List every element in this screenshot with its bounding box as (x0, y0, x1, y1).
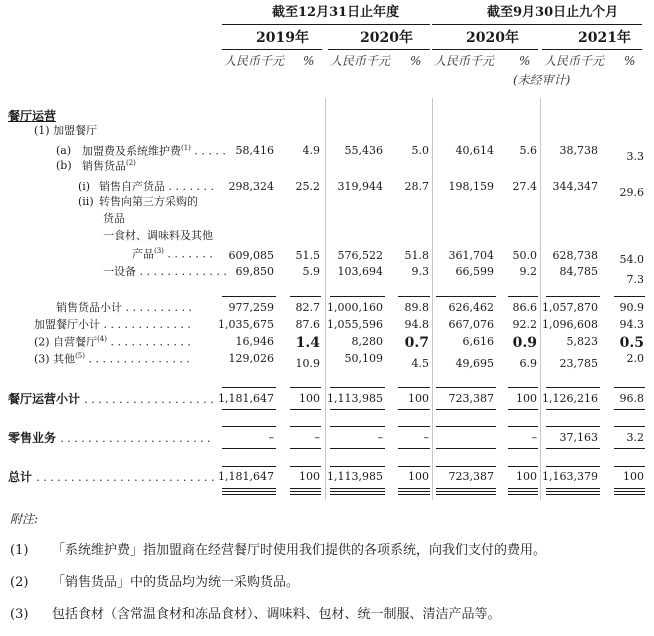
value-ops-col4: 723,387 (448, 392, 494, 405)
total-label: 总计 . . . . . . . . . . . . . . . . . . . . . . . . . . (8, 470, 215, 484)
rule-ops-top-1 (290, 387, 321, 388)
rule-total-double-2-7 (614, 491, 645, 492)
rule-total-top-3 (398, 466, 430, 467)
rule-ops-top-3 (398, 387, 430, 388)
rule-retail-top-3 (398, 426, 430, 427)
rule-total-double-1-4 (436, 488, 496, 489)
value-total-col7: 100 (623, 470, 644, 483)
value-other-col5: 6.9 (519, 357, 537, 370)
rule-goods-1 (290, 296, 321, 297)
rule-ops-top-2 (330, 387, 385, 388)
rule-ops-bottom-4 (436, 409, 496, 410)
rule-retail-top-6 (546, 426, 600, 427)
annual-header-rule (222, 24, 430, 25)
row-ii-text1: 转售向第三方采购的 (99, 195, 198, 208)
rule-total-double-2-5 (508, 491, 538, 492)
value-food-col6: 628,738 (552, 249, 598, 262)
other-label: (3) 其他$^{(5)}$ . . . . . . . . . . . . . . . (34, 352, 190, 366)
row-b-sup: (2) (126, 159, 136, 167)
value-fran-col1: 87.6 (295, 318, 320, 331)
rule-total-double-2-3 (398, 491, 430, 492)
rule-ops-bottom-2 (330, 409, 385, 410)
value-food-col5: 50.0 (512, 249, 537, 262)
value-i-col2: 319,944 (337, 180, 383, 193)
self-operated-text: (2) 自营餐厅 (34, 335, 98, 349)
value-equip-col4: 66,599 (455, 265, 494, 278)
value-other-col3: 4.5 (411, 357, 429, 370)
rule-total-top-4 (436, 466, 496, 467)
value-ops-col0: 1,181,647 (218, 392, 274, 405)
value-ops-col3: 100 (408, 392, 429, 405)
rule-total-double-1-0 (222, 488, 276, 489)
rule-total-double-3-1 (290, 494, 321, 495)
other-text: (3) 其他 (34, 352, 76, 366)
rule-retail-top-7 (614, 426, 645, 427)
value-self-col1: 1.4 (295, 335, 320, 351)
rule-goods-3 (398, 296, 430, 297)
row-b-label (82, 160, 136, 172)
value-fran-col4: 667,076 (448, 318, 494, 331)
ops-subtotal-label: 餐厅运营小计 . . . . . . . . . . . . . . . . . . . (8, 392, 214, 406)
rule-goods-0 (222, 296, 276, 297)
nine-month-period-header: 截至9月30日止九个月 (487, 5, 619, 20)
rule-total-double-1-5 (508, 488, 538, 489)
rule-retail-bottom-2 (330, 448, 385, 449)
year-rule-2019 (222, 49, 322, 50)
rule-goods-4 (436, 296, 496, 297)
row-food-text1: 一食材、调味料及其他 (103, 229, 213, 242)
rule-total-double-3-0 (222, 494, 276, 495)
rule-goods-6 (546, 296, 600, 297)
rule-total-double-1-1 (290, 488, 321, 489)
rule-retail-bottom-6 (546, 448, 600, 449)
rule-retail-top-2 (330, 426, 385, 427)
rule-ops-bottom-3 (398, 409, 430, 410)
value-goods-col1: 82.7 (295, 301, 320, 314)
retail-label: 零售业务 . . . . . . . . . . . . . . . . . . . . . . (8, 431, 211, 445)
rule-total-top-0 (222, 466, 276, 467)
value-food-col3: 51.8 (404, 249, 429, 262)
rule-ops-top-5 (508, 387, 538, 388)
value-equip-col6: 84,785 (559, 265, 598, 278)
rule-total-double-1-6 (546, 488, 600, 489)
rule-goods-5 (508, 296, 538, 297)
value-other-col6: 23,785 (559, 357, 598, 370)
rule-total-double-2-4 (436, 491, 496, 492)
year-rule-2020b (432, 49, 538, 50)
row-ii-text2: 货品 (103, 212, 125, 225)
unit-2019: 人民币千元 (224, 54, 285, 68)
rule-total-double-3-3 (398, 494, 430, 495)
retail-text: 零售业务 (8, 431, 57, 445)
rule-ops-bottom-7 (614, 409, 645, 410)
value-ops-col7: 96.8 (619, 392, 644, 405)
value-retail-col6: 37,163 (559, 431, 598, 444)
note-3-number: (3) (10, 607, 29, 622)
value-a-col2: 55,436 (344, 144, 383, 157)
self-operated-label: (2) 自营餐厅$^{(4)}$ . . . . . . . . . . . . (34, 335, 191, 349)
value-a-col0: 58,416 (235, 144, 274, 157)
year-2019: 2019年 (256, 30, 309, 46)
value-retail-col2: – (377, 431, 383, 444)
pct-2019: % (303, 54, 315, 68)
goods-subtotal-text: 销售货品小计 (56, 301, 122, 314)
rule-total-double-2-0 (222, 491, 276, 492)
rule-ops-top-7 (614, 387, 645, 388)
rule-total-top-5 (508, 466, 538, 467)
value-other-col0: 129,026 (228, 352, 274, 365)
value-i-col3: 28.7 (404, 180, 429, 193)
other-sup: (5) (75, 352, 85, 360)
rule-goods-7 (614, 296, 645, 297)
year-rule-2021 (542, 49, 642, 50)
pct-2021: % (624, 54, 636, 68)
value-other-col7: 2.0 (626, 352, 644, 365)
rule-total-double-2-1 (290, 491, 321, 492)
note-1-number: (1) (10, 543, 29, 558)
rule-retail-top-4 (436, 426, 496, 427)
value-self-col4: 6,616 (462, 335, 494, 348)
rule-ops-bottom-1 (290, 409, 321, 410)
rule-total-top-1 (290, 466, 321, 467)
row-food-text2: 产品 (132, 247, 154, 261)
value-fran-col7: 94.3 (619, 318, 644, 331)
annual-period-header: 截至12月31日止年度 (272, 5, 400, 20)
value-total-col0: 1,181,647 (218, 470, 274, 483)
row-equip-text: 一设备 (103, 265, 136, 278)
year-rule-2020a (328, 49, 430, 50)
value-self-col3: 0.7 (404, 335, 429, 351)
rule-total-double-1-7 (614, 488, 645, 489)
value-ops-col6: 1,126,216 (542, 392, 598, 405)
rule-total-double-3-7 (614, 494, 645, 495)
row-b-text: 销售货品 (82, 159, 126, 173)
value-self-col7: 0.5 (619, 335, 644, 351)
value-self-col5: 0.9 (512, 335, 537, 351)
year-2020-nine-month: 2020年 (466, 30, 519, 46)
unit-2020b: 人民币千元 (434, 54, 495, 68)
value-self-col2: 8,280 (351, 335, 383, 348)
rule-retail-top-0 (222, 426, 276, 427)
year-2021: 2021年 (578, 30, 631, 46)
value-retail-col0: – (268, 431, 274, 444)
rule-total-top-7 (614, 466, 645, 467)
rule-ops-bottom-5 (508, 409, 538, 410)
value-equip-col7: 7.3 (626, 273, 644, 286)
unit-2020a: 人民币千元 (330, 54, 391, 68)
value-a-col6: 38,738 (559, 144, 598, 157)
value-food-col7: 54.0 (619, 253, 644, 266)
value-a-col3: 5.0 (411, 144, 429, 157)
total-text: 总计 (8, 470, 33, 484)
value-goods-col4: 626,462 (448, 301, 494, 314)
value-a-col7: 3.3 (626, 150, 644, 163)
value-retail-col3: – (423, 431, 429, 444)
value-self-col6: 5,823 (566, 335, 598, 348)
value-equip-col1: 5.9 (302, 265, 320, 278)
value-food-col4: 361,704 (448, 249, 494, 262)
value-other-col4: 49,695 (455, 357, 494, 370)
value-equip-col0: 69,850 (235, 265, 274, 278)
value-i-col6: 344,347 (552, 180, 598, 193)
value-retail-col5: – (531, 431, 537, 444)
rule-total-double-2-2 (330, 491, 385, 492)
value-fran-col0: 1,035,675 (218, 318, 274, 331)
value-retail-col7: 3.2 (626, 431, 644, 444)
rule-retail-top-5 (508, 426, 538, 427)
value-other-col1: 10.9 (295, 357, 320, 370)
restaurant-ops-heading: 餐厅运营 (8, 109, 57, 123)
rule-ops-top-4 (436, 387, 496, 388)
value-food-col0: 609,085 (228, 249, 274, 262)
value-food-col2: 576,522 (337, 249, 383, 262)
row-ii-marker: (ii) (78, 195, 94, 208)
rule-ops-top-0 (222, 387, 276, 388)
value-goods-col2: 1,000,160 (327, 301, 383, 314)
value-food-col1: 51.5 (295, 249, 320, 262)
rule-retail-bottom-7 (614, 448, 645, 449)
rule-retail-bottom-4 (436, 448, 496, 449)
value-ops-col5: 100 (516, 392, 537, 405)
value-equip-col3: 9.3 (411, 265, 429, 278)
row-equip-label: 一设备 . . . . . . . . . . . . . (103, 265, 227, 278)
pct-2020b: % (519, 54, 531, 68)
value-goods-col3: 89.8 (404, 301, 429, 314)
value-goods-col5: 86.6 (512, 301, 537, 314)
rule-ops-bottom-6 (546, 409, 600, 410)
value-equip-col2: 103,694 (337, 265, 383, 278)
value-total-col5: 100 (516, 470, 537, 483)
value-i-col0: 298,324 (228, 180, 274, 193)
value-ops-col1: 100 (299, 392, 320, 405)
value-i-col1: 25.2 (295, 180, 320, 193)
value-equip-col5: 9.2 (519, 265, 537, 278)
franchise-subtotal-label: 加盟餐厅小计 . . . . . . . . . . . . . (34, 318, 191, 331)
value-a-col1: 4.9 (302, 144, 320, 157)
rule-total-double-1-2 (330, 488, 385, 489)
rule-total-top-6 (546, 466, 600, 467)
rule-total-double-1-3 (398, 488, 430, 489)
unit-2021: 人民币千元 (544, 54, 605, 68)
value-total-col3: 100 (408, 470, 429, 483)
row-a-marker: (a) (56, 144, 72, 157)
value-retail-col1: – (314, 431, 320, 444)
year-2020-annual: 2020年 (360, 30, 413, 46)
value-ops-col2: 1,113,985 (327, 392, 383, 405)
value-total-col6: 1,163,379 (542, 470, 598, 483)
notes-title: 附注: (10, 512, 39, 526)
row-i-marker: (i) (78, 180, 91, 193)
value-self-col0: 16,946 (235, 335, 274, 348)
row-a-sup: (1) (181, 144, 191, 152)
value-goods-col7: 90.9 (619, 301, 644, 314)
rule-total-double-3-6 (546, 494, 600, 495)
value-i-col4: 198,159 (448, 180, 494, 193)
rule-retail-bottom-5 (508, 448, 538, 449)
unaudited-note: (未经审计) (513, 73, 571, 87)
rule-total-double-2-6 (546, 491, 600, 492)
value-a-col4: 40,614 (455, 144, 494, 157)
rule-total-double-3-4 (436, 494, 496, 495)
rule-retail-bottom-0 (222, 448, 276, 449)
rule-total-top-2 (330, 466, 385, 467)
rule-total-double-3-2 (330, 494, 385, 495)
note-2-number: (2) (10, 575, 29, 590)
nine-month-header-rule (432, 24, 642, 25)
row-b-marker: (b) (56, 159, 72, 172)
row-a-label: 加盟费及系统维护费$^{(1)}$ . . . . . (82, 144, 226, 158)
row-food-sup: (3) (154, 247, 164, 255)
value-i-col7: 29.6 (619, 186, 644, 199)
rule-retail-top-1 (290, 426, 321, 427)
value-fran-col2: 1,055,596 (327, 318, 383, 331)
value-goods-col6: 1,057,870 (542, 301, 598, 314)
col-sep-2 (432, 98, 433, 500)
value-i-col5: 27.4 (512, 180, 537, 193)
value-fran-col5: 92.2 (512, 318, 537, 331)
row-food-label: 产品$^{(3)}$ . . . . . . . (132, 247, 213, 261)
rule-ops-bottom-0 (222, 409, 276, 410)
franchise-heading: (1) 加盟餐厅 (34, 124, 98, 137)
note-2-text: 「销售货品」中的货品均为统一采购货品。 (52, 575, 300, 590)
franchise-subtotal-text: 加盟餐厅小计 (34, 318, 100, 331)
self-operated-sup: (4) (97, 335, 107, 343)
row-a-text: 加盟费及系统维护费 (82, 144, 181, 158)
ops-subtotal-text: 餐厅运营小计 (8, 392, 81, 406)
rule-retail-bottom-3 (398, 448, 430, 449)
value-total-col2: 1,113,985 (327, 470, 383, 483)
rule-goods-2 (330, 296, 385, 297)
value-other-col2: 50,109 (344, 352, 383, 365)
value-fran-col6: 1,096,608 (542, 318, 598, 331)
value-a-col5: 5.6 (519, 144, 537, 157)
note-3-text: 包括食材（含常温食材和冻品食材）、调味料、包材、统一制服、清洁产品等。 (52, 607, 501, 622)
rule-ops-top-6 (546, 387, 600, 388)
rule-total-double-3-5 (508, 494, 538, 495)
value-goods-col0: 977,259 (228, 301, 274, 314)
row-i-text: 销售自产货品 (99, 180, 165, 193)
value-total-col4: 723,387 (448, 470, 494, 483)
rule-retail-bottom-1 (290, 448, 321, 449)
row-i-label: 销售自产货品 . . . . . . . (99, 180, 214, 193)
value-fran-col3: 94.8 (404, 318, 429, 331)
pct-2020a: % (410, 54, 422, 68)
value-total-col1: 100 (299, 470, 320, 483)
note-1-text: 「系统维护费」指加盟商在经营餐厅时使用我们提供的各项系统，向我们支付的费用。 (52, 543, 547, 558)
goods-subtotal-label: 销售货品小计 . . . . . . . . . . (56, 301, 192, 314)
